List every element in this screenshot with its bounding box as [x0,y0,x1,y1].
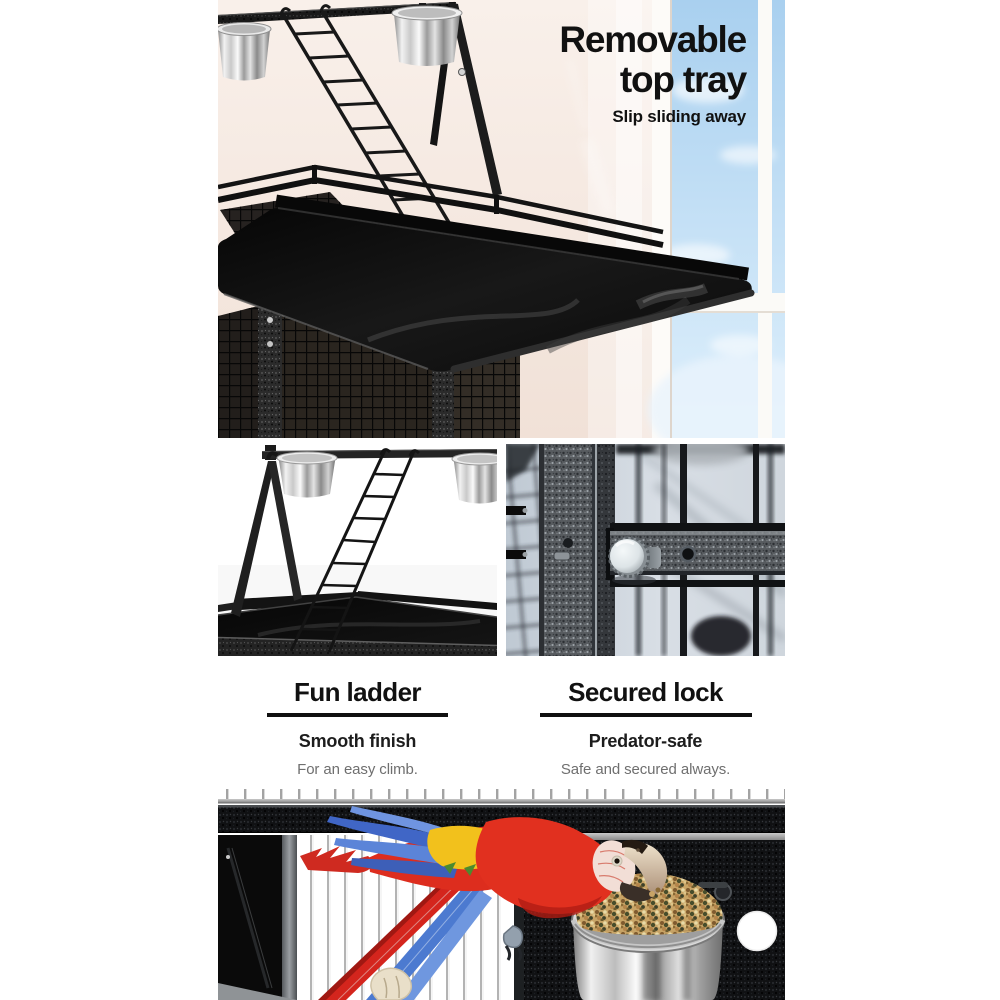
title-underline [540,713,752,717]
cage-door [218,835,297,1000]
feature-secured-lock [506,656,785,778]
steel-cup-right [392,6,462,66]
top-photo [218,0,785,438]
latch-pin [554,552,570,560]
white-port-hole [738,912,777,951]
tray-bottom [218,591,497,656]
feature-caption: Safe and secured always. [560,761,731,779]
pale-foot [371,968,411,1000]
hanger-bolt [459,69,466,76]
lock-photo-scene [506,444,785,656]
hero-subtitle: Slip sliding away [612,107,746,126]
hero-title-line2: top tray [619,59,746,100]
feature-title: Fun ladder [294,677,421,707]
cage-top-wire [218,778,785,804]
title-underline [267,713,448,717]
cage-frame-post [539,444,597,656]
lock-photo [506,444,785,656]
feature-subtitle: Predator-safe [588,731,703,752]
post-hole [563,538,573,548]
screw-hole [681,547,695,561]
hero-text-block [559,20,746,127]
feature-fun-ladder [218,656,497,778]
feature-title: Secured lock [568,677,723,707]
parrot-photo [218,778,785,1000]
window-mullion-vertical [758,0,772,438]
feature-caption: For an easy climb. [297,761,418,779]
steel-cup-left [218,23,271,81]
hero-title [559,20,746,100]
parrot-photo-scene [218,778,785,1000]
hero-title-line1: Removable [559,19,746,60]
feed-cup-right [452,453,497,504]
feature-subtitle: Smooth finish [298,731,417,752]
feed-cup-left [277,452,337,498]
ladder-photo [218,445,497,656]
cup-bracket [698,882,728,888]
ladder-photo-scene [218,445,497,656]
